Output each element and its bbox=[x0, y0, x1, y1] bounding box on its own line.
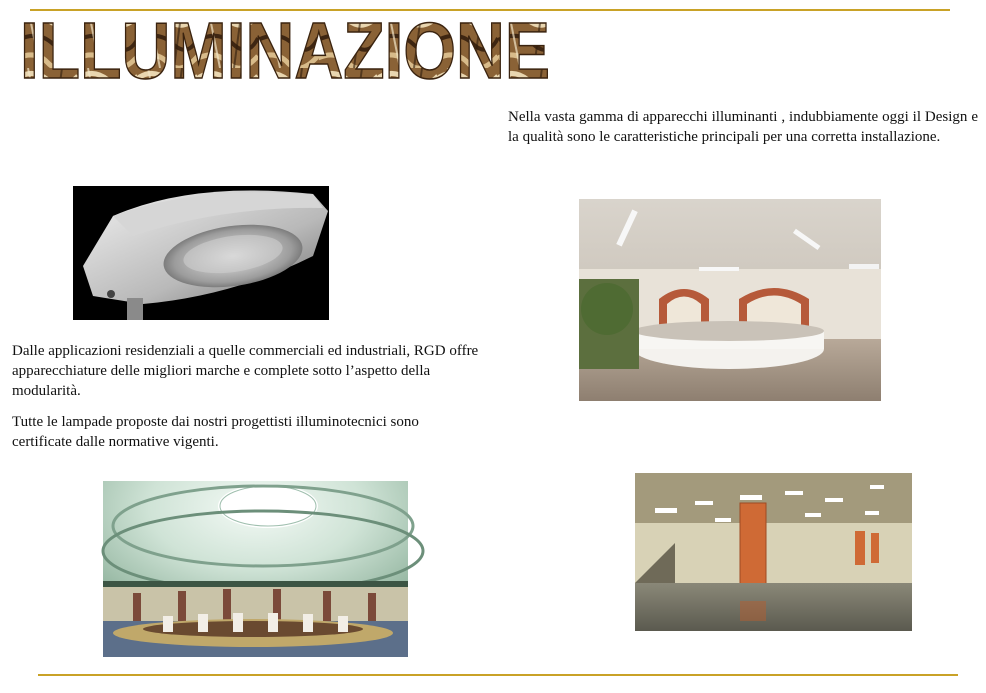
title-text: ILLUMINAZIONE bbox=[20, 6, 550, 95]
street-lamp-image bbox=[73, 186, 329, 320]
conference-room-image bbox=[103, 481, 408, 657]
applications-paragraph: Dalle applicazioni residenziali a quelle commerciali ed industriali, RGD offre apparecchiature delle migliori marche e complete sotto l’aspetto della modularità. bbox=[12, 343, 479, 399]
certification-paragraph: Tutte le lampade proposte dai nostri progettisti illuminotecnici sono certificate dalle normative vigenti. bbox=[12, 414, 419, 450]
underground-hall-image bbox=[635, 473, 912, 631]
intro-paragraph: Nella vasta gamma di apparecchi illuminanti , indubbiamente oggi il Design e la qualità sono le caratteristiche principali per una corretta installazione. bbox=[508, 109, 978, 145]
lobby-hall-image bbox=[579, 199, 881, 401]
bottom-rule bbox=[38, 674, 958, 676]
page-title bbox=[18, 6, 558, 95]
